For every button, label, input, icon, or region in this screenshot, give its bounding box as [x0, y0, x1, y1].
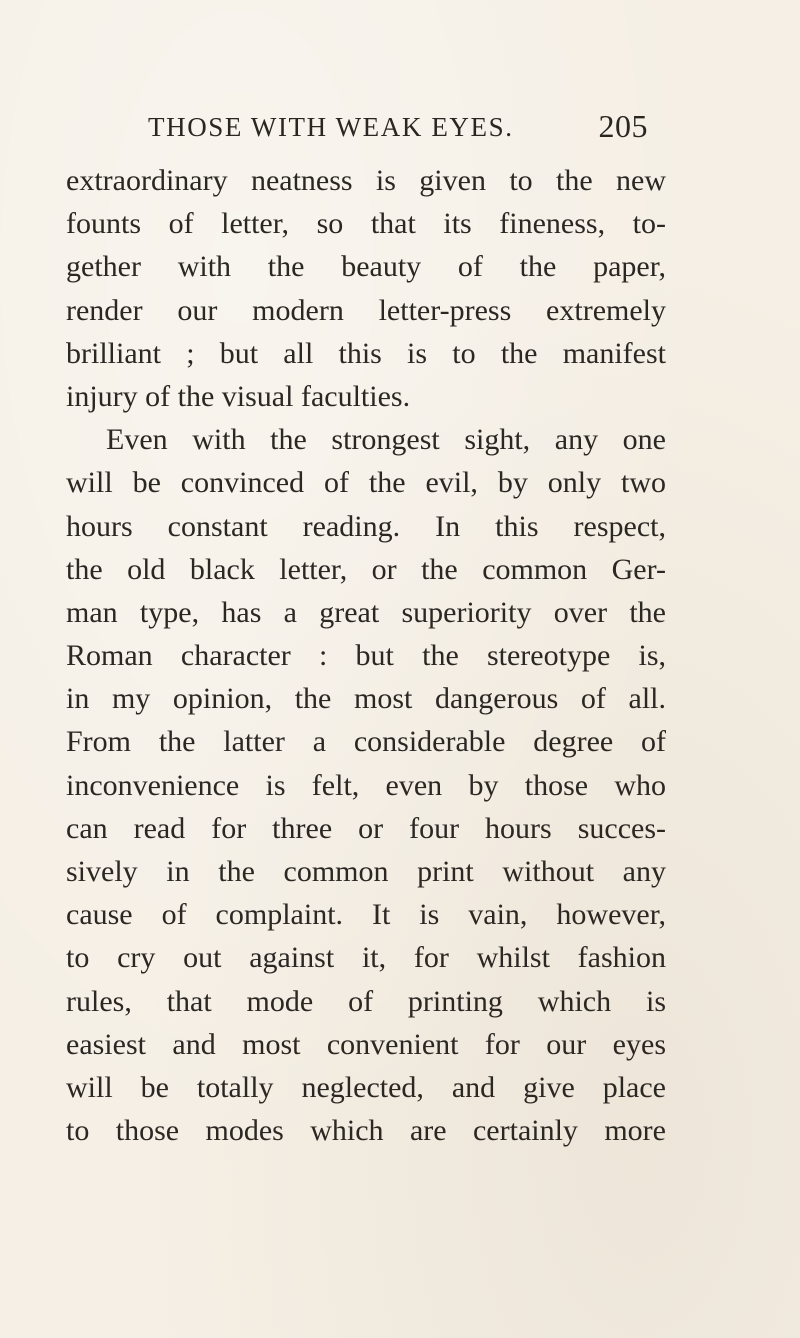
text-line: in my opinion, the most dangerous of all. [66, 682, 666, 716]
text-line: sively in the common print without any [66, 855, 666, 888]
text-line: render our modern letter-press extremely [66, 293, 666, 327]
running-title: THOSE WITH WEAK EYES. [148, 112, 514, 142]
text-line: gether with the beauty of the paper, [66, 250, 666, 284]
body-text [66, 159, 666, 1152]
text-line: will be convinced of the evil, by only two [66, 466, 666, 500]
text-line: Even with the strongest sight, any one [106, 423, 666, 457]
text-line: man type, has a great superiority over the [66, 595, 666, 629]
text-line: inconvenience is felt, even by those who [66, 768, 666, 802]
text-line: easiest and most convenient for our eyes [66, 1027, 666, 1061]
text-line: cause of complaint. It is vain, however, [66, 898, 666, 932]
text-line: rules, that mode of printing which is [66, 984, 666, 1018]
text-line: to cry out against it, for whilst fashion [66, 941, 666, 975]
text-line: the old black letter, or the common Ger- [66, 552, 666, 586]
text-line: to those modes which are certainly more [66, 1114, 666, 1148]
text-line: brilliant ; but all this is to the manifest [66, 336, 666, 370]
text-line: can read for three or four hours succes- [66, 811, 666, 845]
text-line: will be totally neglected, and give place [66, 1070, 666, 1104]
text-line: From the latter a considerable degree of [66, 725, 666, 759]
running-head [148, 108, 648, 152]
text-line: extraordinary neatness is given to the new [66, 164, 666, 197]
text-line: founts of letter, so that its fineness, to- [66, 207, 666, 241]
text-line: Roman character : but the stereotype is, [66, 639, 666, 673]
text-line: injury of the visual faculties. [66, 379, 411, 413]
text-line: hours constant reading. In this respect, [66, 509, 666, 543]
page-number: 205 [598, 108, 648, 144]
